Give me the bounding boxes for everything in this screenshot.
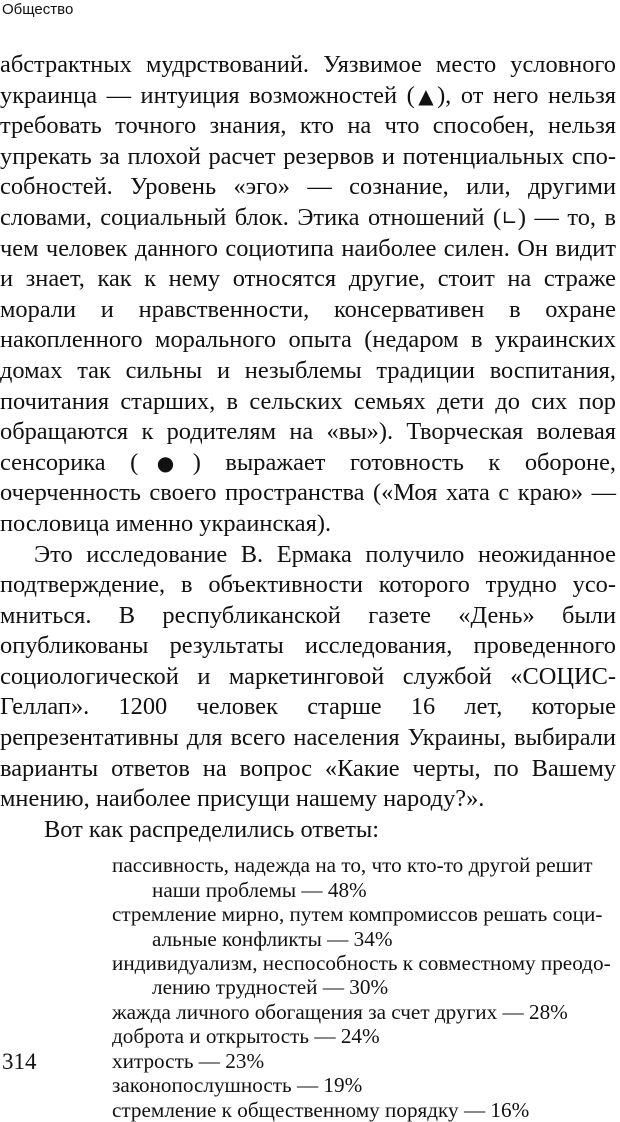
- answer-item: стремление к общественному порядку — 16%: [112, 1097, 530, 1122]
- main-text: [0, 50, 616, 1122]
- circle-symbol-icon: ●: [138, 450, 193, 475]
- paragraph-1-part-1: абстрактных мудрствований. Уязвимое место условного украинца — интуиция возможностей (: [0, 51, 616, 109]
- answer-item: стремление мирно, путем компромиссов решать социальные конфликты — 34%: [112, 902, 603, 951]
- angle-symbol-icon: ∟: [501, 205, 518, 230]
- answer-item: доброта и открытость — 24%: [112, 1024, 380, 1049]
- page-number: 314: [2, 1049, 37, 1074]
- running-head: Общество: [2, 1, 74, 18]
- paragraph-2: Это исследование В. Ермака получило неожиданное подтверждение, в объективности которого трудно усомниться. В республиканской газете «День» были опубликованы результаты исследования, проведенного социологической и маркетинговой службой «СОЦИС-Геллап». 1200 человек старше 16 лет, которые репрезентативны для всего населения Украины, выбирали варианты ответов на вопрос «Какие черты, по Вашему мнению, наиболее присущи нашему народу?».: [0, 540, 616, 813]
- answer-item: пассивность, надежда на то, что кто-то другой решит наши проблемы — 48%: [112, 853, 593, 902]
- answer-item: жажда личного обогащения за счет других — 28%: [112, 999, 568, 1024]
- paragraph-1-part-4: ) выражает готовность к обороне, очерченность своего пространства («Моя хата с краю» — пословица именно украинская).: [0, 448, 616, 537]
- triangle-symbol-icon: ▲: [414, 83, 438, 108]
- answer-item: индивидуализм, неспособность к совместному преодолению трудностей — 30%: [112, 951, 611, 1000]
- paragraph-1: [0, 50, 616, 540]
- paragraph-1-part-3: ) — то, в чем человек данного социотипа наиболее силен. Он видит и знает, как к нему относятся другие, стоит на страже морали и нравственности, консервативен в охране накопленного морального опыта (недаром в украинских домах так сильны и незыблемы традиции воспитания, почитания старших, в сельских семьях дети до сих пор обращаются к родителям на «вы»). Творческая волевая сенсорика (: [0, 203, 616, 476]
- answer-item: хитрость — 23%: [112, 1048, 265, 1073]
- answers-lead-in: Вот как распределились ответы:: [44, 815, 380, 843]
- answer-item: законопослушность — 19%: [112, 1073, 363, 1098]
- answers-list: [0, 853, 616, 1121]
- paragraph-1-part-2: ), от него нельзя требовать точного знания, кто на что способен, нельзя упрекать за плохой расчет резервов и потенциальных способностей. Уровень «эго» — сознание, или, другими словами, социальный блок. Этика отношений (: [0, 81, 616, 231]
